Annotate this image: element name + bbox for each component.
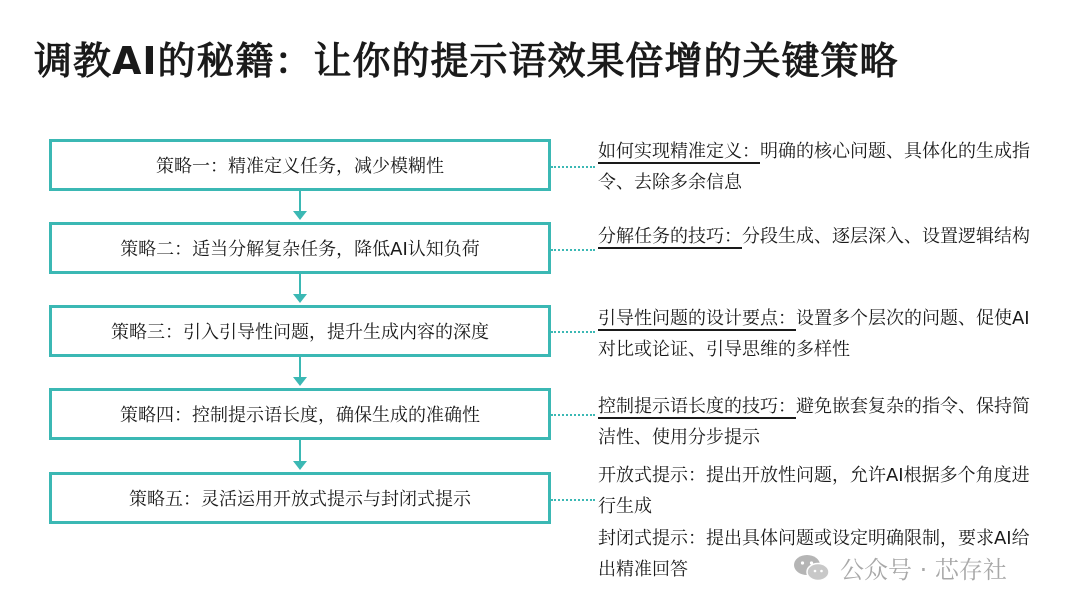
note-2 (598, 221, 1038, 252)
strategy-box-2: 策略二：适当分解复杂任务，降低AI认知负荷 (49, 222, 551, 274)
note-body: 明确的核心问题、具体化的生成指令、去除多余信息 (598, 141, 1030, 193)
connector-2 (551, 249, 595, 251)
note-5 (598, 460, 1038, 522)
wechat-icon (792, 553, 832, 583)
arrow-head-icon (293, 461, 307, 470)
flow-arrow-4-5 (299, 440, 301, 462)
note-body: 提出开放性问题，允许AI根据多个角度进行生成 (598, 465, 1030, 517)
connector-3 (551, 331, 595, 333)
note-heading: 开放式提示： (598, 465, 706, 486)
note-body: 设置多个层次的问题、促使AI对比或论证、引导思维的多样性 (598, 308, 1030, 360)
strategy-box-5: 策略五：灵活运用开放式提示与封闭式提示 (49, 472, 551, 524)
connector-1 (551, 166, 595, 168)
flow-arrow-1-2 (299, 191, 301, 212)
note-heading: 如何实现精准定义： (598, 141, 760, 162)
note-body: 提出具体问题或设定明确限制，要求AI给出精准回答 (598, 528, 1030, 580)
strategy-box-3: 策略三：引入引导性问题，提升生成内容的深度 (49, 305, 551, 357)
strategy-box-1: 策略一：精准定义任务，减少模糊性 (49, 139, 551, 191)
note-body: 避免嵌套复杂的指令、保持简洁性、使用分步提示 (598, 396, 1030, 448)
note-4 (598, 391, 1038, 453)
flow-arrow-2-3 (299, 274, 301, 295)
arrow-head-icon (293, 377, 307, 386)
note-3 (598, 303, 1038, 365)
note-body: 分段生成、逐层深入、设置逻辑结构 (742, 226, 1030, 247)
strategy-box-4: 策略四：控制提示语长度，确保生成的准确性 (49, 388, 551, 440)
note-1 (598, 136, 1038, 198)
connector-4 (551, 414, 595, 416)
note-heading: 封闭式提示： (598, 528, 706, 549)
watermark (792, 550, 1007, 585)
connector-5 (551, 499, 595, 501)
arrow-head-icon (293, 211, 307, 220)
arrow-head-icon (293, 294, 307, 303)
note-heading: 控制提示语长度的技巧： (598, 396, 796, 417)
note-heading: 分解任务的技巧： (598, 226, 742, 247)
note-heading: 引导性问题的设计要点： (598, 308, 796, 329)
watermark-text: 公众号 · 芯存社 (840, 556, 1007, 584)
page-title: 调教AI的秘籍：让你的提示语效果倍增的关键策略 (34, 39, 899, 83)
flow-arrow-3-4 (299, 357, 301, 378)
